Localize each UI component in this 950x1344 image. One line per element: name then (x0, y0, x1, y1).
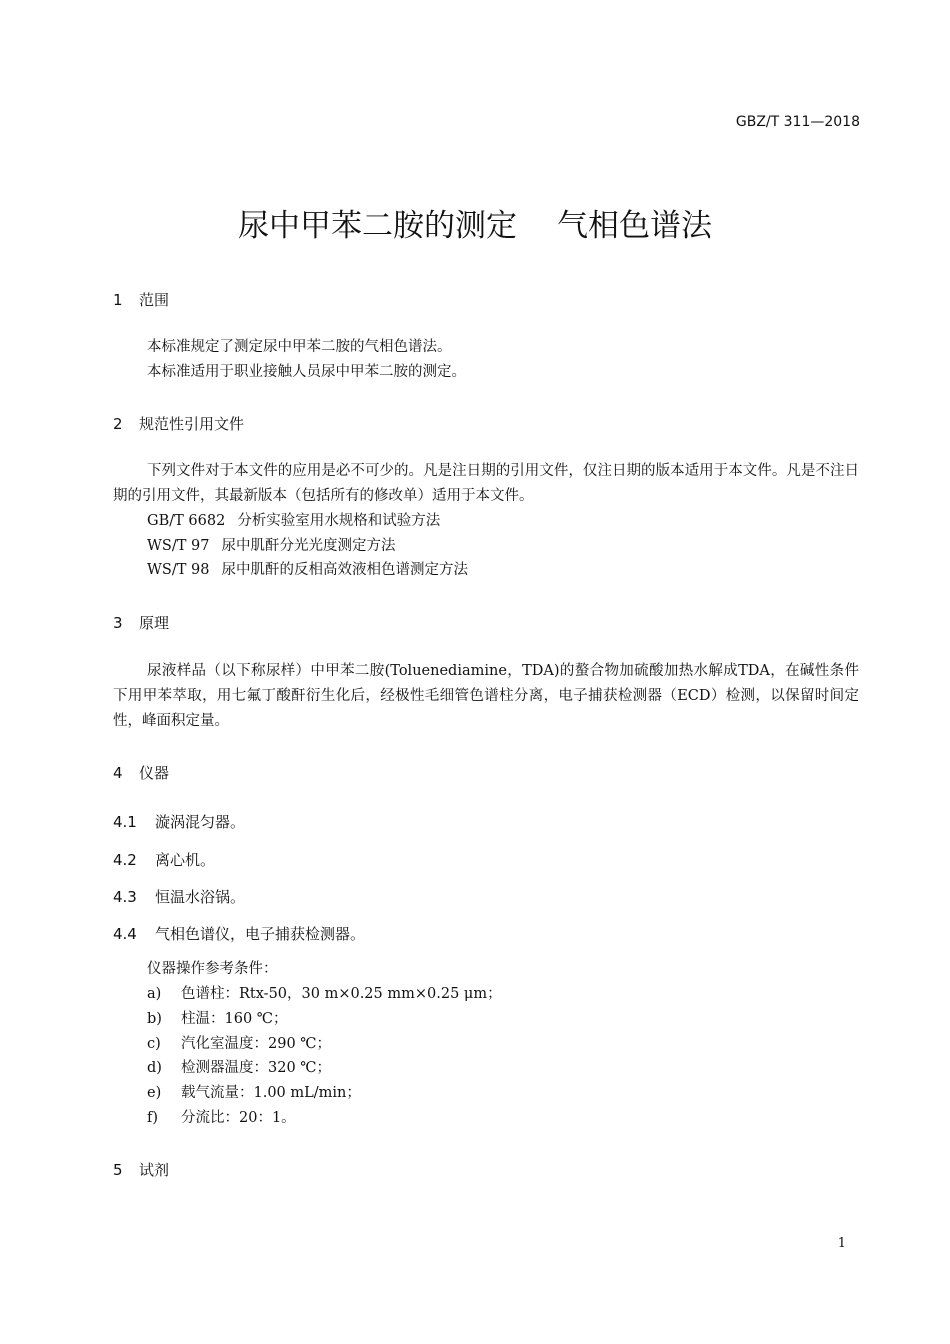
condition-item (147, 1056, 331, 1081)
section-heading-normative-references (113, 413, 244, 434)
section-title: 试剂 (139, 1161, 170, 1179)
section-number: 2 (113, 415, 123, 433)
item-number: 4.2 (113, 851, 137, 869)
reference-title: 尿中肌酐分光光度测定方法 (221, 538, 396, 554)
item-text: 离心机。 (155, 851, 216, 869)
reference-item (147, 558, 468, 583)
reference-title: 尿中肌酐的反相高效液相色谱测定方法 (221, 562, 468, 578)
item-number: 4.1 (113, 813, 137, 831)
references-intro: 下列文件对于本文件的应用是必不可少的。凡是注日期的引用文件，仅注日期的版本适用于本文件。凡是不注日期的引用文件，其最新版本（包括所有的修改单）适用于本文件。 (113, 463, 859, 504)
item-text: 气相色谱仪，电子捕获检测器。 (155, 925, 366, 943)
item-number: 4.4 (113, 925, 137, 943)
condition-item (147, 1032, 331, 1057)
section-number: 4 (113, 764, 123, 782)
section-number: 5 (113, 1161, 123, 1179)
reference-title: 分析实验室用水规格和试验方法 (237, 513, 441, 529)
condition-label: e) (147, 1085, 162, 1101)
condition-text: 汽化室温度：290 ℃； (181, 1036, 332, 1052)
apparatus-item (113, 811, 245, 832)
reference-item (147, 534, 395, 559)
apparatus-item (113, 923, 365, 944)
reference-code: GB/T 6682 (147, 513, 226, 529)
standard-code: GBZ/T 311—2018 (735, 114, 860, 130)
section-title: 范围 (139, 291, 170, 309)
page-number: 1 (837, 1236, 846, 1251)
reference-code: WS/T 98 (147, 562, 210, 578)
section-title: 原理 (139, 614, 170, 632)
section-heading-apparatus (113, 762, 169, 783)
condition-item (147, 1007, 288, 1032)
reference-code: WS/T 97 (147, 538, 210, 554)
title-main: 尿中甲苯二胺的测定 (238, 208, 517, 244)
item-number: 4.3 (113, 888, 137, 906)
condition-label: b) (147, 1011, 162, 1027)
condition-label: a) (147, 986, 162, 1002)
conditions-title: 仪器操作参考条件： (147, 961, 278, 977)
condition-text: 检测器温度：320 ℃； (181, 1060, 332, 1076)
title-method: 气相色谱法 (557, 208, 712, 244)
section-heading-principle (113, 612, 169, 633)
condition-item (147, 982, 502, 1007)
section-number: 3 (113, 614, 123, 632)
condition-text: 分流比：20：1。 (181, 1110, 296, 1126)
condition-text: 柱温：160 ℃； (181, 1011, 288, 1027)
apparatus-item (113, 849, 215, 870)
item-text: 漩涡混匀器。 (155, 813, 246, 831)
condition-item (147, 1081, 361, 1106)
apparatus-item (113, 886, 245, 907)
condition-label: c) (147, 1036, 161, 1052)
section-heading-scope (113, 289, 169, 310)
reference-item (147, 509, 440, 534)
section-number: 1 (113, 291, 123, 309)
document-title (0, 200, 950, 245)
condition-label: f) (147, 1110, 159, 1126)
condition-text: 载气流量：1.00 mL/min； (181, 1085, 361, 1101)
section-title: 仪器 (139, 764, 170, 782)
section-heading-reagents (113, 1159, 169, 1180)
principle-paragraph: 尿液样品（以下称尿样）中甲苯二胺(Toluenediamine，TDA)的螯合物加硫酸加热水解成TDA，在碱性条件下用甲苯萃取，用七氟丁酸酐衍生化后，经极性毛细管色谱柱分离，电子捕获检测器（ECD）检测，以保留时间定性，峰面积定量。 (113, 663, 859, 729)
scope-paragraph-2: 本标准适用于职业接触人员尿中甲苯二胺的测定。 (147, 364, 466, 380)
scope-paragraph-1: 本标准规定了测定尿中甲苯二胺的气相色谱法。 (147, 339, 452, 355)
condition-label: d) (147, 1060, 162, 1076)
section-title: 规范性引用文件 (139, 415, 245, 433)
item-text: 恒温水浴锅。 (155, 888, 246, 906)
condition-text: 色谱柱：Rtx-50，30 m×0.25 mm×0.25 μm； (181, 986, 502, 1002)
condition-item (147, 1106, 296, 1131)
